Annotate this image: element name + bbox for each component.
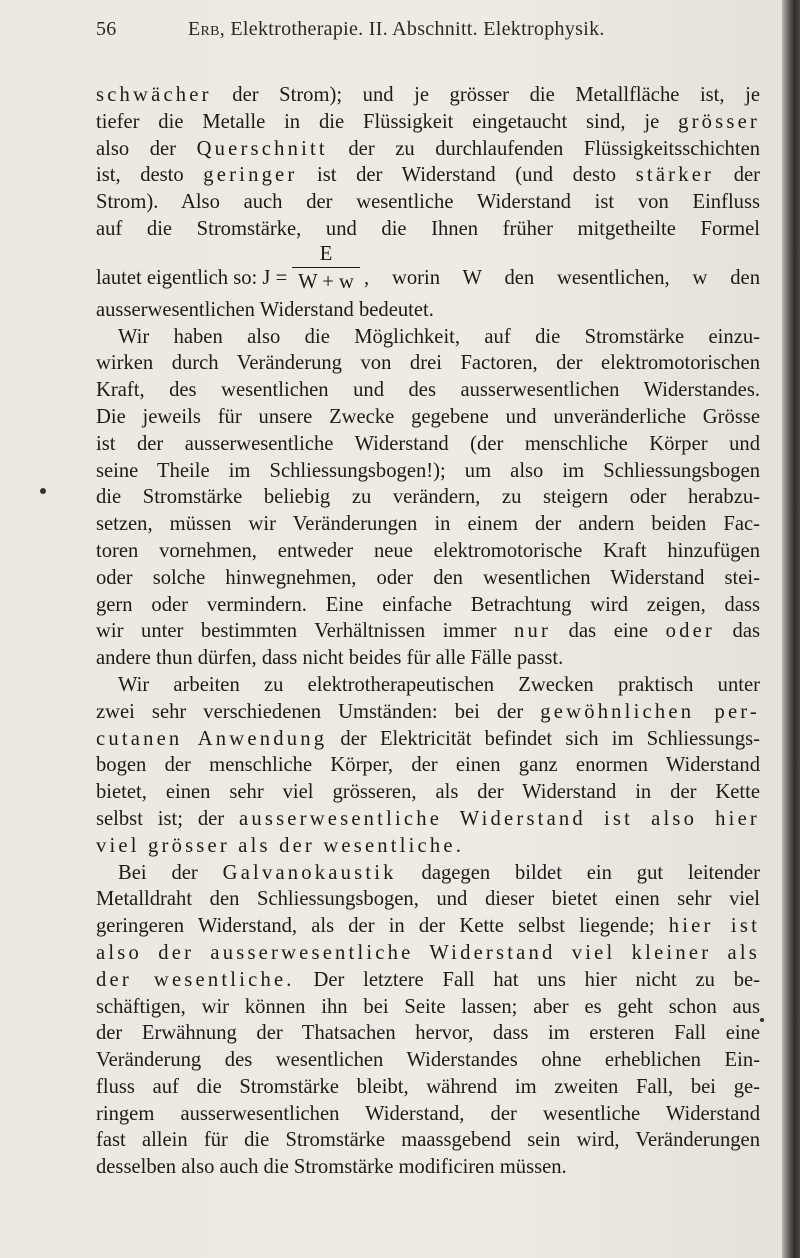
text-span: Bei der <box>118 861 223 884</box>
text-line: auf die Stromstärke, und die Ihnen früher mitgetheilte Formel <box>96 217 760 240</box>
text-span: dagegen bildet ein gut leitender <box>396 861 760 884</box>
text-line <box>96 913 760 940</box>
running-title-rest: , Elektrotherapie. II. Abschnitt. Elektrophysik. <box>219 18 605 40</box>
text-span: der Elektricität befindet sich im Schliessungs- <box>327 727 760 750</box>
spaced-emphasis: ausserwesentliche Widerstand ist also hier <box>239 807 760 830</box>
text-line <box>96 967 760 994</box>
spaced-emphasis: also der ausserwesentliche Widerstand viel kleiner als <box>96 941 760 964</box>
text-line <box>96 833 760 860</box>
text-line <box>96 860 760 887</box>
text-span: tiefer die Metalle in die Flüssigkeit eingetaucht sind, je <box>96 110 679 133</box>
text-line <box>96 940 760 967</box>
formula-line <box>96 243 760 297</box>
spaced-emphasis: schwächer <box>96 84 212 106</box>
text-span: also der <box>96 137 197 160</box>
text-line <box>96 82 760 109</box>
text-line: desselben also auch die Stromstärke modificiren müssen. <box>96 1156 567 1179</box>
running-title <box>188 18 605 41</box>
formula-denominator: W + w <box>298 270 354 293</box>
body-text <box>96 82 760 1181</box>
text-line: gern oder vermindern. Eine einfache Betrachtung wird zeigen, dass <box>96 593 760 616</box>
text-line: Veränderung des wesentlichen Widerstandes ohne erheblichen Ein- <box>96 1049 760 1072</box>
text-line: fast allein für die Stromstärke maassgebend sein wird, Veränderungen <box>96 1129 760 1152</box>
spaced-emphasis: hier ist <box>668 915 760 938</box>
spaced-emphasis: stärker <box>635 164 715 187</box>
spaced-emphasis: geringer <box>203 164 298 187</box>
formula-numerator: E <box>319 242 333 265</box>
text-line: die Stromstärke beliebig zu verändern, zu steigern oder herabzu- <box>96 486 760 509</box>
text-line: Strom). Also auch der wesentliche Widerstand ist von Einfluss <box>96 191 760 214</box>
text-span: selbst ist; der <box>96 807 240 830</box>
text-span: ist, desto <box>96 164 204 187</box>
text-line: wirken durch Veränderung von drei Factoren, der elektromotorischen <box>96 352 760 375</box>
spaced-emphasis: Galvanokaustik <box>222 861 397 884</box>
text-line <box>96 162 760 189</box>
text-line <box>96 699 760 726</box>
text-line: schäftigen, wir können ihn bei Seite lassen; aber es geht schon aus <box>96 995 760 1018</box>
text-line: Die jeweils für unsere Zwecke gegebene und unveränderliche Grösse <box>96 405 760 428</box>
text-line: der Erwähnung der Thatsachen hervor, dass im ersteren Fall eine <box>96 1022 760 1045</box>
text-span: zwei sehr verschiedenen Umständen: bei der <box>96 700 541 723</box>
text-line <box>96 806 760 833</box>
text-span: das eine <box>551 620 666 643</box>
text-line: Kraft, des wesentlichen und des ausserwesentlichen Widerstandes. <box>96 379 760 402</box>
spaced-emphasis: gewöhnlichen per- <box>540 700 760 723</box>
text-span: Der letztere Fall hat uns hier nicht zu be- <box>294 968 761 991</box>
formula-lead-text: lautet eigentlich so: J = <box>96 266 288 289</box>
spaced-emphasis: cutanen Anwendung <box>96 727 328 750</box>
text-span: das <box>714 620 761 643</box>
text-line <box>96 136 760 163</box>
spaced-emphasis: oder <box>665 620 715 643</box>
text-span: der Strom); und je grösser die Metallfläche ist, je <box>211 84 760 106</box>
spaced-emphasis: Querschnitt <box>196 137 328 160</box>
text-span: der zu durchlaufenden Flüssigkeitsschichten <box>327 137 761 160</box>
text-line: setzen, müssen wir Veränderungen in einem der andern beiden Fac- <box>96 513 760 536</box>
text-line: toren vornehmen, entweder neue elektromotorische Kraft hinzufügen <box>96 539 760 562</box>
text-line: seine Theile im Schliessungsbogen!); um also im Schliessungsbogen <box>96 459 760 482</box>
spaced-emphasis: grösser <box>678 110 760 133</box>
running-head <box>96 18 756 48</box>
text-span: wir unter bestimmten Verhältnissen immer <box>96 620 515 643</box>
text-line: andere thun dürfen, dass nicht beides für alle Fälle passt. <box>96 647 564 670</box>
text-line: bogen der menschliche Körper, der einen ganz enormen Widerstand <box>96 754 760 777</box>
text-span: der <box>714 164 761 187</box>
text-line: Wir haben also die Möglichkeit, auf die Stromstärke einzu- <box>118 325 760 348</box>
formula-trail-text: , worin W den wesentlichen, w den <box>364 266 760 289</box>
spaced-emphasis: nur <box>514 620 552 643</box>
text-span: ist der Widerstand (und desto <box>297 164 636 187</box>
text-line: fluss auf die Stromstärke bleibt, während im zweiten Fall, bei ge- <box>96 1075 760 1098</box>
running-title-author: Erb <box>188 18 220 40</box>
spaced-emphasis: viel grösser als der wesentliche. <box>96 834 465 857</box>
spaced-emphasis: der wesentliche. <box>96 968 295 991</box>
margin-mark-dot <box>40 488 46 494</box>
text-line <box>96 726 760 753</box>
margin-mark-dot <box>760 1018 764 1022</box>
text-line: ausserwesentlichen Widerstand bedeutet. <box>96 298 434 321</box>
text-line: Metalldraht den Schliessungsbogen, und dieser bietet einen sehr viel <box>96 888 760 911</box>
text-line: ringem ausserwesentlichen Widerstand, der wesentliche Widerstand <box>96 1102 760 1125</box>
text-line <box>96 618 760 645</box>
page-edge-shadow <box>782 0 800 1258</box>
text-line: ist der ausserwesentliche Widerstand (der menschliche Körper und <box>96 432 760 455</box>
text-line: bietet, einen sehr viel grösseren, als der Widerstand in der Kette <box>96 781 760 804</box>
formula-fraction <box>292 243 360 294</box>
text-line: Wir arbeiten zu elektrotherapeutischen Zwecken praktisch unter <box>118 673 760 696</box>
text-line: oder solche hinwegnehmen, oder den wesentlichen Widerstand stei- <box>96 566 760 589</box>
page-number: 56 <box>96 18 117 40</box>
text-span: geringeren Widerstand, als der in der Kette selbst liegende; <box>96 915 669 938</box>
text-line <box>96 109 760 136</box>
fraction-bar <box>292 267 360 268</box>
